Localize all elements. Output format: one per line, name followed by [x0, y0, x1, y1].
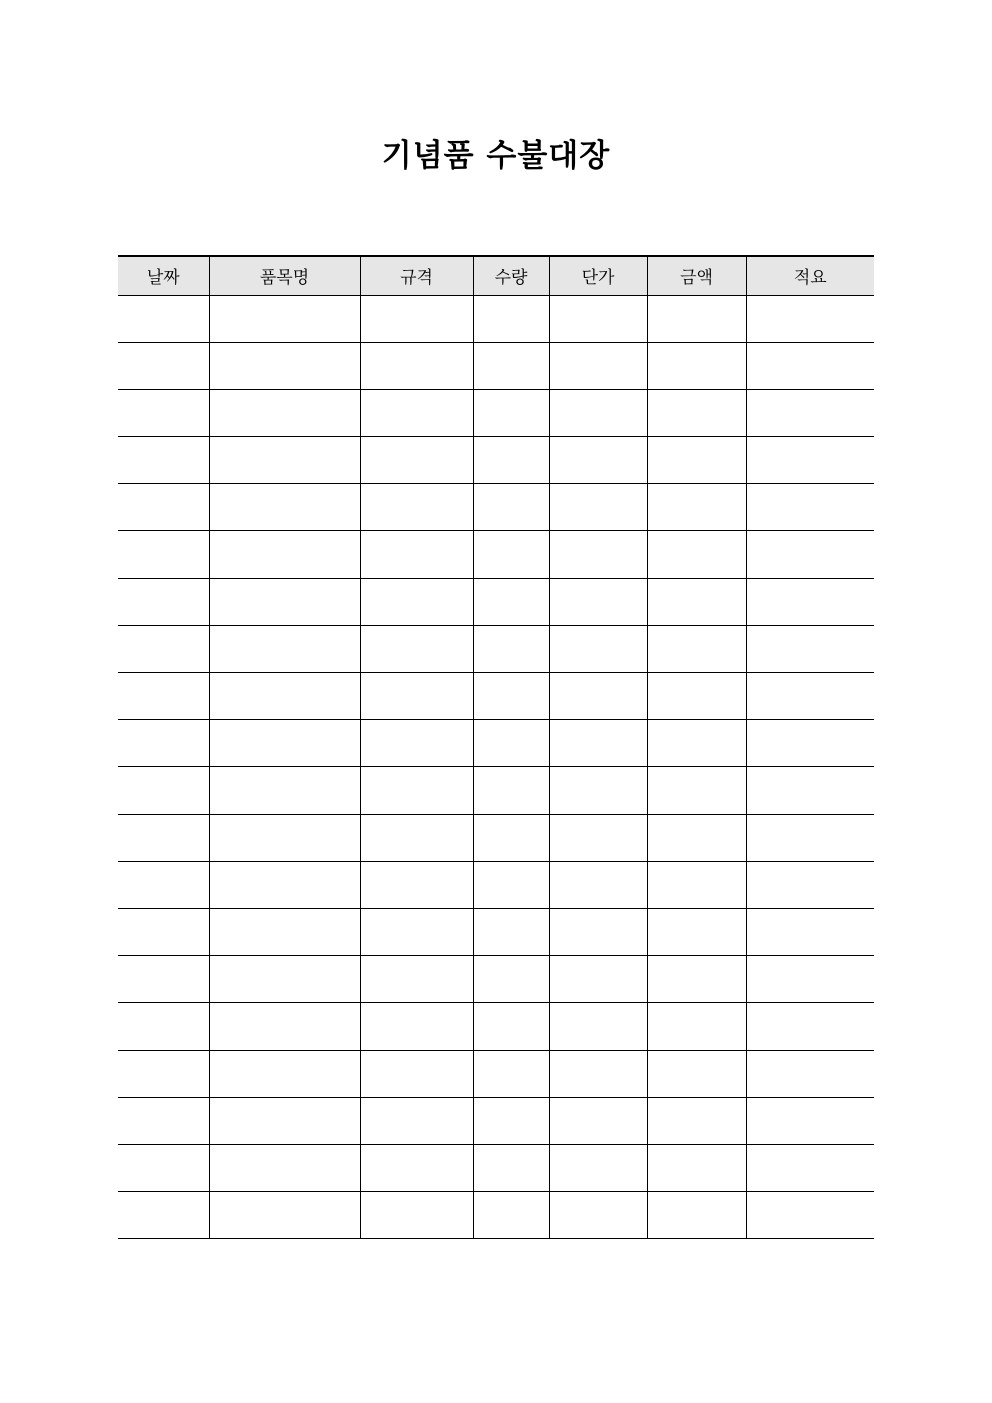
- cell-date[interactable]: [118, 531, 209, 578]
- cell-item-name[interactable]: [209, 767, 360, 814]
- cell-item-name[interactable]: [209, 956, 360, 1003]
- cell-item-name[interactable]: [209, 437, 360, 484]
- cell-quantity[interactable]: [473, 861, 549, 908]
- cell-spec[interactable]: [360, 861, 473, 908]
- cell-quantity[interactable]: [473, 1097, 549, 1144]
- cell-amount[interactable]: [647, 814, 746, 861]
- cell-amount[interactable]: [647, 484, 746, 531]
- cell-amount[interactable]: [647, 673, 746, 720]
- cell-quantity[interactable]: [473, 1192, 549, 1239]
- header-unit-price: 단가: [549, 256, 647, 295]
- cell-date[interactable]: [118, 1050, 209, 1097]
- cell-amount[interactable]: [647, 767, 746, 814]
- cell-item-name[interactable]: [209, 342, 360, 389]
- cell-spec[interactable]: [360, 956, 473, 1003]
- table-row: [118, 1050, 874, 1097]
- cell-quantity[interactable]: [473, 578, 549, 625]
- cell-remarks[interactable]: [746, 342, 874, 389]
- cell-remarks[interactable]: [746, 389, 874, 436]
- cell-amount[interactable]: [647, 295, 746, 342]
- cell-spec[interactable]: [360, 437, 473, 484]
- cell-item-name[interactable]: [209, 1050, 360, 1097]
- cell-date[interactable]: [118, 767, 209, 814]
- cell-remarks[interactable]: [746, 1050, 874, 1097]
- cell-quantity[interactable]: [473, 908, 549, 955]
- cell-date[interactable]: [118, 720, 209, 767]
- cell-unit-price[interactable]: [549, 1144, 647, 1191]
- cell-unit-price[interactable]: [549, 814, 647, 861]
- cell-remarks[interactable]: [746, 908, 874, 955]
- table-row: [118, 578, 874, 625]
- cell-remarks[interactable]: [746, 861, 874, 908]
- cell-item-name[interactable]: [209, 578, 360, 625]
- cell-item-name[interactable]: [209, 908, 360, 955]
- header-remarks: 적요: [746, 256, 874, 295]
- cell-amount[interactable]: [647, 1144, 746, 1191]
- cell-unit-price[interactable]: [549, 1050, 647, 1097]
- table-row: [118, 1192, 874, 1239]
- cell-date[interactable]: [118, 861, 209, 908]
- cell-item-name[interactable]: [209, 531, 360, 578]
- ledger-body: [118, 295, 874, 1239]
- cell-spec[interactable]: [360, 295, 473, 342]
- cell-item-name[interactable]: [209, 389, 360, 436]
- cell-amount[interactable]: [647, 956, 746, 1003]
- cell-remarks[interactable]: [746, 531, 874, 578]
- cell-remarks[interactable]: [746, 1003, 874, 1050]
- cell-quantity[interactable]: [473, 767, 549, 814]
- header-quantity: 수량: [473, 256, 549, 295]
- cell-quantity[interactable]: [473, 625, 549, 672]
- cell-remarks[interactable]: [746, 1144, 874, 1191]
- table-row: [118, 342, 874, 389]
- cell-amount[interactable]: [647, 625, 746, 672]
- cell-unit-price[interactable]: [549, 625, 647, 672]
- page-title: 기념품 수불대장: [381, 138, 611, 174]
- cell-unit-price[interactable]: [549, 1192, 647, 1239]
- cell-spec[interactable]: [360, 908, 473, 955]
- cell-item-name[interactable]: [209, 1192, 360, 1239]
- cell-spec[interactable]: [360, 720, 473, 767]
- cell-date[interactable]: [118, 1097, 209, 1144]
- table-row: [118, 1144, 874, 1191]
- table-row: [118, 956, 874, 1003]
- cell-amount[interactable]: [647, 1097, 746, 1144]
- cell-spec[interactable]: [360, 1050, 473, 1097]
- table-row: [118, 531, 874, 578]
- cell-item-name[interactable]: [209, 1097, 360, 1144]
- cell-date[interactable]: [118, 1144, 209, 1191]
- header-date: 날짜: [118, 256, 209, 295]
- cell-amount[interactable]: [647, 720, 746, 767]
- cell-quantity[interactable]: [473, 437, 549, 484]
- cell-quantity[interactable]: [473, 342, 549, 389]
- header-amount: 금액: [647, 256, 746, 295]
- table-row: [118, 673, 874, 720]
- cell-amount[interactable]: [647, 578, 746, 625]
- cell-spec[interactable]: [360, 673, 473, 720]
- cell-item-name[interactable]: [209, 295, 360, 342]
- cell-date[interactable]: [118, 437, 209, 484]
- cell-spec[interactable]: [360, 814, 473, 861]
- cell-remarks[interactable]: [746, 814, 874, 861]
- cell-spec[interactable]: [360, 1192, 473, 1239]
- table-row: [118, 295, 874, 342]
- cell-unit-price[interactable]: [549, 437, 647, 484]
- header-item-name: 품목명: [209, 256, 360, 295]
- cell-amount[interactable]: [647, 342, 746, 389]
- ledger-table: [118, 255, 874, 1239]
- cell-unit-price[interactable]: [549, 342, 647, 389]
- cell-amount[interactable]: [647, 389, 746, 436]
- cell-spec[interactable]: [360, 484, 473, 531]
- cell-quantity[interactable]: [473, 720, 549, 767]
- cell-quantity[interactable]: [473, 295, 549, 342]
- header-row: [118, 256, 874, 295]
- cell-date[interactable]: [118, 295, 209, 342]
- table-row: [118, 814, 874, 861]
- cell-date[interactable]: [118, 625, 209, 672]
- cell-amount[interactable]: [647, 437, 746, 484]
- cell-spec[interactable]: [360, 1003, 473, 1050]
- cell-unit-price[interactable]: [549, 720, 647, 767]
- cell-amount[interactable]: [647, 531, 746, 578]
- cell-spec[interactable]: [360, 767, 473, 814]
- cell-remarks[interactable]: [746, 625, 874, 672]
- cell-item-name[interactable]: [209, 1144, 360, 1191]
- cell-date[interactable]: [118, 578, 209, 625]
- cell-spec[interactable]: [360, 342, 473, 389]
- cell-unit-price[interactable]: [549, 1003, 647, 1050]
- cell-amount[interactable]: [647, 861, 746, 908]
- cell-remarks[interactable]: [746, 1097, 874, 1144]
- table-row: [118, 767, 874, 814]
- cell-amount[interactable]: [647, 1050, 746, 1097]
- cell-date[interactable]: [118, 814, 209, 861]
- cell-remarks[interactable]: [746, 578, 874, 625]
- cell-remarks[interactable]: [746, 767, 874, 814]
- cell-unit-price[interactable]: [549, 1097, 647, 1144]
- cell-unit-price[interactable]: [549, 295, 647, 342]
- cell-date[interactable]: [118, 1003, 209, 1050]
- cell-spec[interactable]: [360, 389, 473, 436]
- cell-spec[interactable]: [360, 625, 473, 672]
- cell-date[interactable]: [118, 908, 209, 955]
- cell-spec[interactable]: [360, 1097, 473, 1144]
- cell-item-name[interactable]: [209, 484, 360, 531]
- cell-item-name[interactable]: [209, 673, 360, 720]
- cell-remarks[interactable]: [746, 673, 874, 720]
- cell-unit-price[interactable]: [549, 956, 647, 1003]
- cell-unit-price[interactable]: [549, 389, 647, 436]
- cell-item-name[interactable]: [209, 1003, 360, 1050]
- cell-unit-price[interactable]: [549, 673, 647, 720]
- cell-item-name[interactable]: [209, 625, 360, 672]
- cell-unit-price[interactable]: [549, 578, 647, 625]
- cell-remarks[interactable]: [746, 720, 874, 767]
- cell-spec[interactable]: [360, 578, 473, 625]
- cell-quantity[interactable]: [473, 1050, 549, 1097]
- table-row: [118, 437, 874, 484]
- cell-quantity[interactable]: [473, 1003, 549, 1050]
- cell-item-name[interactable]: [209, 720, 360, 767]
- table-row: [118, 625, 874, 672]
- cell-quantity[interactable]: [473, 484, 549, 531]
- cell-date[interactable]: [118, 673, 209, 720]
- cell-quantity[interactable]: [473, 531, 549, 578]
- cell-date[interactable]: [118, 956, 209, 1003]
- cell-unit-price[interactable]: [549, 531, 647, 578]
- cell-date[interactable]: [118, 1192, 209, 1239]
- cell-amount[interactable]: [647, 1003, 746, 1050]
- cell-amount[interactable]: [647, 908, 746, 955]
- table-row: [118, 1097, 874, 1144]
- cell-quantity[interactable]: [473, 814, 549, 861]
- cell-item-name[interactable]: [209, 814, 360, 861]
- table-row: [118, 908, 874, 955]
- table-row: [118, 861, 874, 908]
- cell-spec[interactable]: [360, 531, 473, 578]
- table-row: [118, 720, 874, 767]
- cell-unit-price[interactable]: [549, 861, 647, 908]
- cell-quantity[interactable]: [473, 389, 549, 436]
- table-row: [118, 484, 874, 531]
- cell-date[interactable]: [118, 342, 209, 389]
- cell-quantity[interactable]: [473, 673, 549, 720]
- table-row: [118, 389, 874, 436]
- cell-remarks[interactable]: [746, 1192, 874, 1239]
- cell-amount[interactable]: [647, 1192, 746, 1239]
- cell-remarks[interactable]: [746, 484, 874, 531]
- header-spec: 규격: [360, 256, 473, 295]
- cell-item-name[interactable]: [209, 861, 360, 908]
- cell-remarks[interactable]: [746, 437, 874, 484]
- cell-unit-price[interactable]: [549, 767, 647, 814]
- cell-remarks[interactable]: [746, 295, 874, 342]
- cell-unit-price[interactable]: [549, 484, 647, 531]
- cell-unit-price[interactable]: [549, 908, 647, 955]
- cell-spec[interactable]: [360, 1144, 473, 1191]
- cell-quantity[interactable]: [473, 956, 549, 1003]
- cell-quantity[interactable]: [473, 1144, 549, 1191]
- cell-date[interactable]: [118, 484, 209, 531]
- cell-remarks[interactable]: [746, 956, 874, 1003]
- cell-date[interactable]: [118, 389, 209, 436]
- table-row: [118, 1003, 874, 1050]
